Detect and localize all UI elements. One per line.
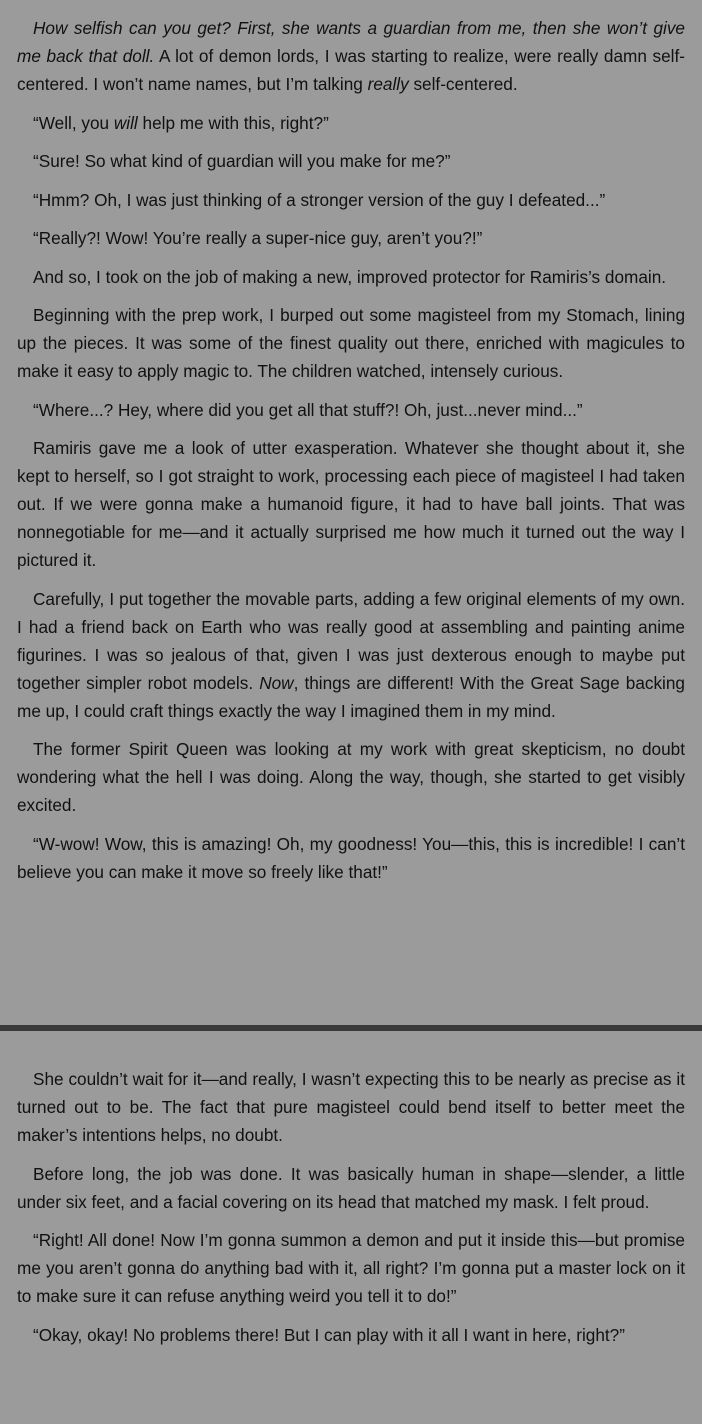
- italic-text: Now: [259, 672, 294, 693]
- paragraph: [17, 1226, 685, 1310]
- text-run: “Well, you: [33, 112, 114, 133]
- paragraph: [17, 14, 685, 98]
- paragraph: [17, 396, 685, 424]
- text-run: “Right! All done! Now I’m gonna summon a demon and put it inside this—but promise me you aren’t gonna do anything bad with it, all right? I’m gonna put a master lock on it to make sure it can refuse anything weird you tell it to do!”: [17, 1230, 685, 1306]
- paragraph: [17, 1321, 685, 1349]
- text-run: “Really?! Wow! You’re really a super-nice guy, aren’t you?!”: [33, 228, 483, 248]
- text-run: A lot of demon lords, I was starting to realize, were really damn self-centered. I won’t name names, but I’m talking: [17, 46, 685, 94]
- text-run: “Sure! So what kind of guardian will you make for me?”: [33, 151, 451, 171]
- italic-text: How selfish can you get? First, she wants a guardian from me, then she won’t give me back that doll.: [17, 18, 685, 66]
- paragraph: [17, 147, 685, 175]
- paragraph: [17, 735, 685, 819]
- text-run: “Hmm? Oh, I was just thinking of a stronger version of the guy I defeated...”: [33, 189, 606, 210]
- text-run: “W-wow! Wow, this is amazing! Oh, my goodness! You—this, this is incredible! I can’t believe you can make it move so freely like that!”: [17, 833, 685, 882]
- italic-text: will: [113, 112, 138, 133]
- text-run: self-centered.: [408, 74, 518, 94]
- text-run: , things are different! With the Great Sage backing me up, I could craft things exactly the way I imagined them in my mind.: [17, 672, 685, 721]
- text-run: And so, I took on the job of making a new, improved protector for Ramiris’s domain.: [33, 266, 667, 287]
- text-section-bottom: [0, 1031, 702, 1349]
- paragraph: [17, 263, 685, 291]
- paragraph: [17, 109, 685, 137]
- paragraph: [17, 301, 685, 385]
- text-run: Before long, the job was done. It was basically human in shape—slender, a little under six feet, and a facial covering on its head that matched my mask. I felt proud.: [17, 1163, 685, 1212]
- italic-text: really: [367, 74, 409, 94]
- paragraph: [17, 830, 685, 886]
- paragraph: [17, 224, 685, 252]
- paragraph: [17, 434, 685, 574]
- text-run: “Where...? Hey, where did you get all that stuff?! Oh, just...never mind...”: [33, 399, 583, 420]
- text-run: help me with this, right?”: [137, 112, 329, 133]
- text-run: Ramiris gave me a look of utter exasperation. Whatever she thought about it, she kept to herself, so I got straight to work, processing each piece of magisteel I had taken out. If we were gonna make a humanoid figure, it had to have ball joints. That was nonnegotiable for me—and it actually surprised me how much it turned out the way I pictured it.: [17, 438, 685, 570]
- paragraph: [17, 1065, 685, 1149]
- paragraph: [17, 585, 685, 725]
- text-run: She couldn’t wait for it—and really, I wasn’t expecting this to be nearly as precise as it turned out to be. The fact that pure magisteel could bend itself to better meet the maker’s intentions helps, no doubt.: [17, 1069, 685, 1145]
- text-run: Beginning with the prep work, I burped out some magisteel from my Stomach, lining up the pieces. It was some of the finest quality out there, enriched with magicules to make it easy to apply magic to. The children watched, intensely curious.: [17, 305, 685, 381]
- text-run: The former Spirit Queen was looking at my work with great skepticism, no doubt wondering what the hell I was doing. Along the way, though, she started to get visibly excited.: [17, 739, 685, 815]
- text-run: “Okay, okay! No problems there! But I can play with it all I want in here, right?”: [33, 1324, 625, 1345]
- text-run: Carefully, I put together the movable parts, adding a few original elements of my own. I had a friend back on Earth who was really good at assembling and painting anime figurines. I was so jealous of that, given I was just dexterous enough to maybe put together simpler robot models.: [17, 588, 685, 693]
- paragraph: [17, 186, 685, 214]
- paragraph: [17, 1160, 685, 1216]
